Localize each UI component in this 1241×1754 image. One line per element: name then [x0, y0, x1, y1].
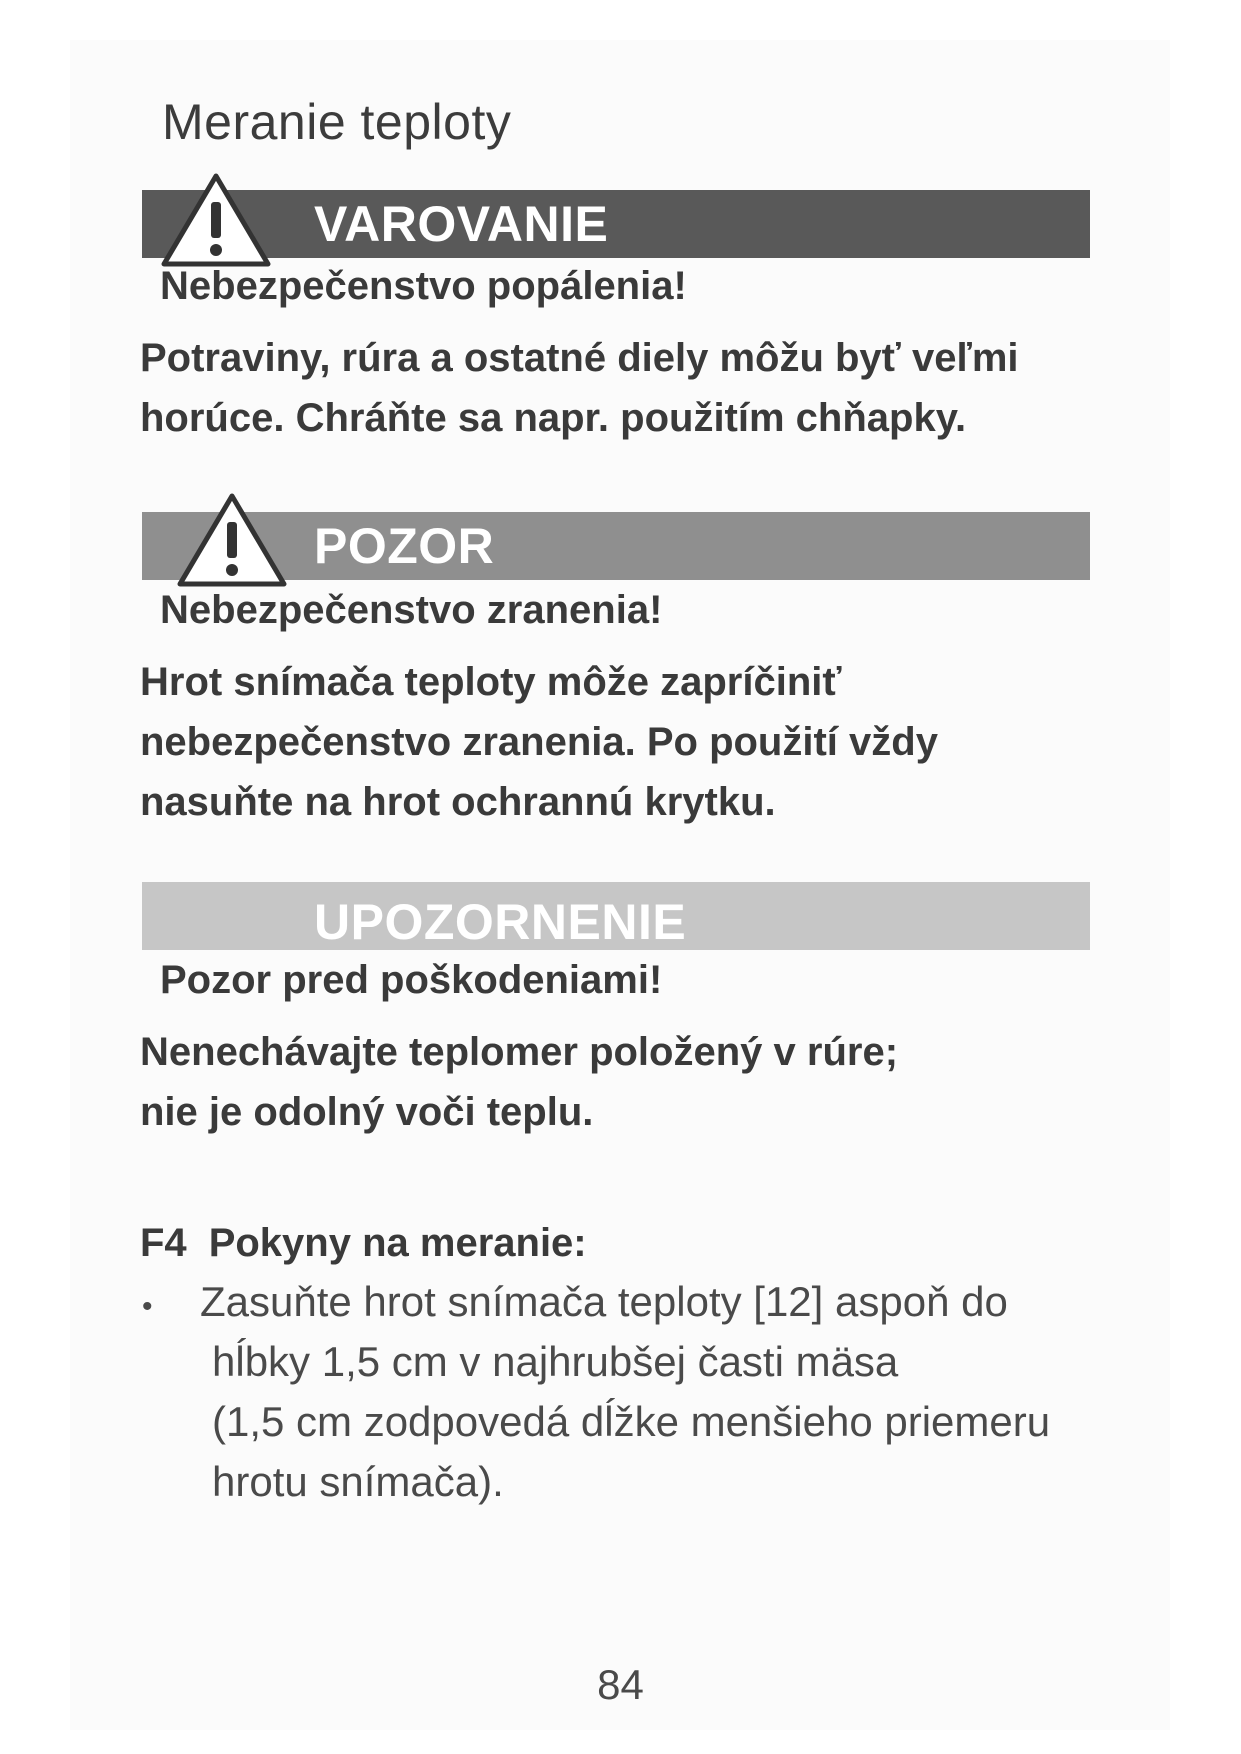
warning-triangle-icon [158, 170, 274, 270]
warning-heading: Nebezpečenstvo popálenia! [160, 264, 687, 308]
page-number: 84 [597, 1661, 644, 1708]
caution-triangle-icon [174, 490, 290, 590]
list-item-line: hrotu snímača). [212, 1458, 504, 1505]
caution-text-line: nasuňte na hrot ochrannú krytku. [140, 780, 776, 824]
notice-text [140, 1022, 1100, 1142]
caution-text-line: Hrot snímača teploty môže zapríčiniť [140, 660, 842, 704]
list-item [200, 1272, 1050, 1512]
notice-text-line: nie je odolný voči teplu. [140, 1090, 594, 1134]
list-bullet: • [142, 1290, 153, 1323]
notice-heading: Pozor pred poškodeniami! [160, 958, 663, 1002]
notice-banner [142, 882, 1090, 950]
page-title: Meranie teploty [162, 94, 512, 150]
warning-text-line: Potraviny, rúra a ostatné diely môžu byť veľmi [140, 336, 1019, 380]
caution-heading: Nebezpečenstvo zranenia! [160, 588, 663, 632]
notice-label: UPOZORNENIE [314, 894, 687, 950]
caution-label: POZOR [314, 518, 495, 574]
notice-text-line: Nenechávajte teplomer položený v rúre; [140, 1030, 899, 1074]
warning-text [140, 328, 1100, 448]
list-item-line: hĺbky 1,5 cm v najhrubšej časti mäsa [212, 1338, 899, 1385]
section-title: Pokyny na meranie: [208, 1221, 587, 1265]
list-item-line: Zasuňte hrot snímača teploty [12] aspoň do [200, 1278, 1008, 1325]
warning-banner [142, 190, 1090, 258]
section-code: F4 [140, 1221, 187, 1265]
caution-text [140, 652, 1100, 832]
warning-label: VAROVANIE [314, 196, 609, 252]
section-heading [140, 1218, 587, 1268]
warning-text-line: horúce. Chráňte sa napr. použitím chňapky. [140, 396, 967, 440]
list-item-line: (1,5 cm zodpovedá dĺžke menšieho priemeru [212, 1398, 1051, 1445]
caution-text-line: nebezpečenstvo zranenia. Po použití vždy [140, 720, 938, 764]
